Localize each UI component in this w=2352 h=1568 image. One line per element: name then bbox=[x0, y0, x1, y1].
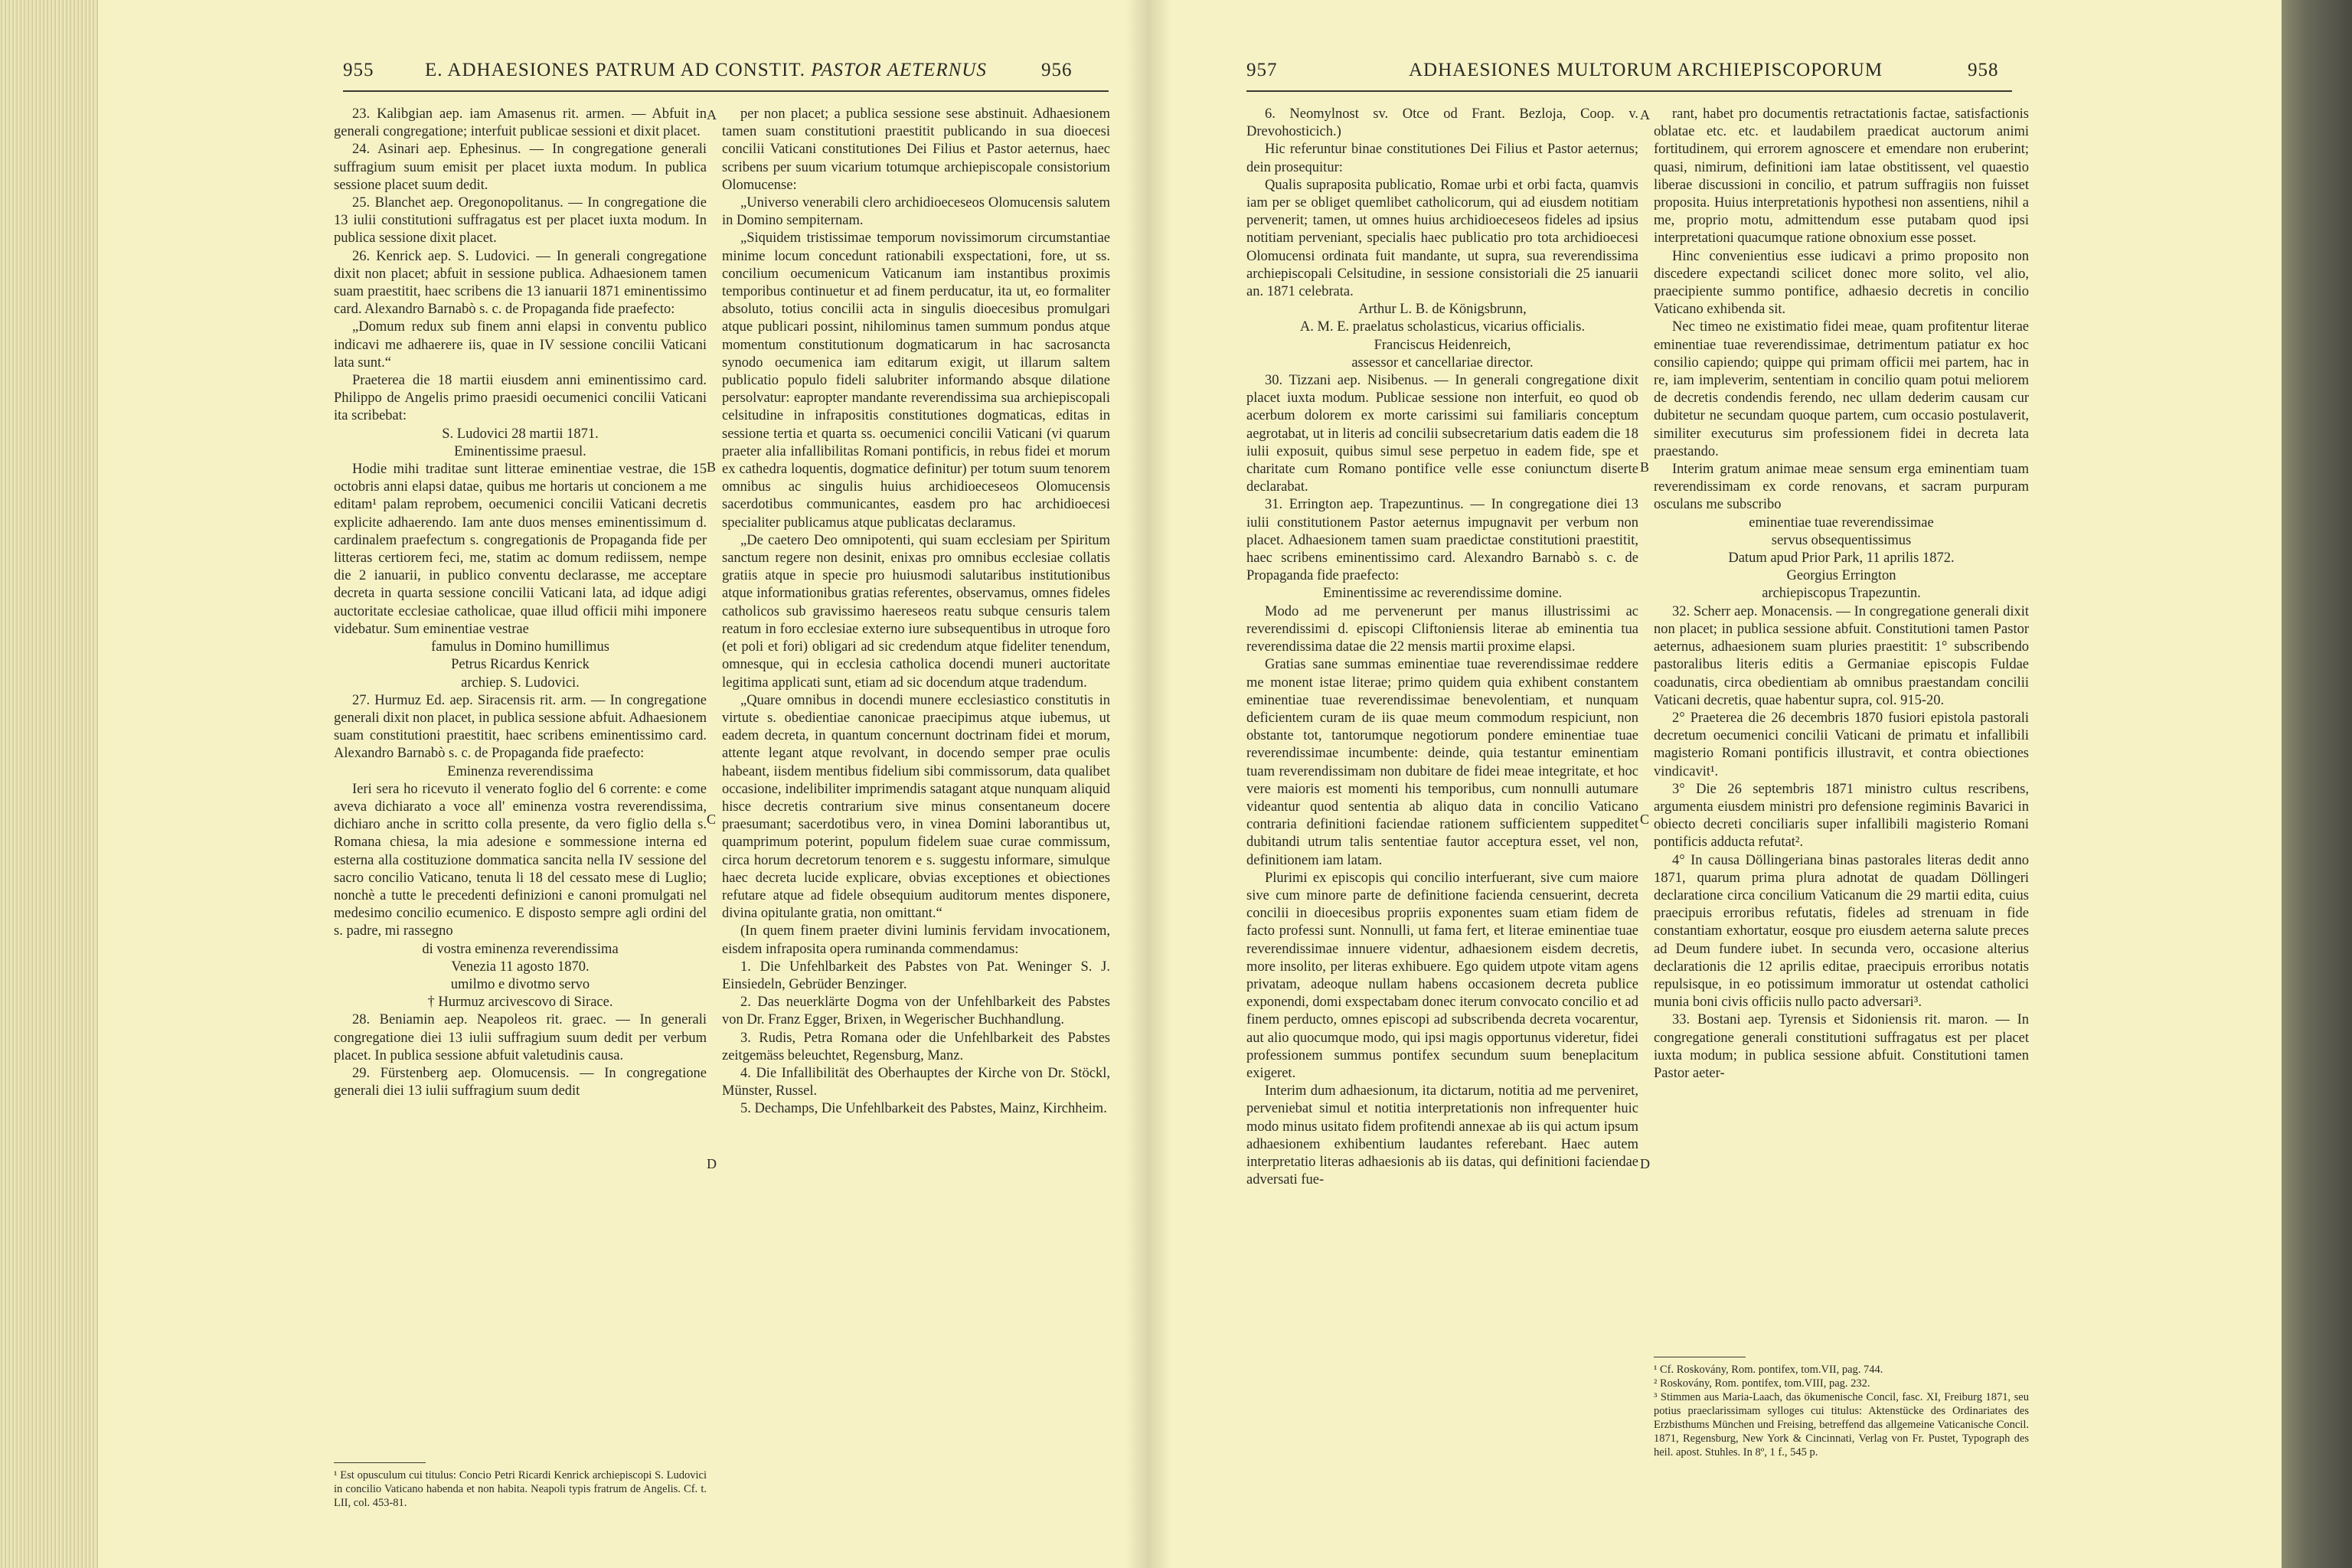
right-page bbox=[1148, 0, 2282, 1568]
paragraph: Petrus Ricardus Kenrick bbox=[451, 657, 590, 673]
paragraph: ² Roskovány, Rom. pontifex, tom.VIII, pag. 232. bbox=[1654, 1377, 1870, 1390]
book-gutter bbox=[1125, 0, 1171, 1568]
paragraph: ³ Stimmen aus Maria-Laach, das ökumenische Concil, fasc. XI, Freiburg 1871, seu potius praeclarissimam sylloges cui titulus: Aktenstücke des Ordinariates des Erzbisthums München und Freising, betreffend das allgemeine Vaticanische Concil. 1871, Regensburg, New York & Cincinnati, Verlag von Fr. Pustet, Typograph des heil. apost. Stuhles. In 8º, 1 f., 545 p. bbox=[1654, 1391, 2029, 1459]
paragraph: † Hurmuz arcivescovo di Sirace. bbox=[427, 995, 613, 1011]
right-column-2 bbox=[1654, 106, 2029, 1083]
margin-letter-a-right: A bbox=[1640, 107, 1650, 122]
left-header-italic: PASTOR AETERNUS bbox=[811, 60, 987, 80]
left-column-1 bbox=[334, 106, 707, 1100]
col-number-957: 957 bbox=[1246, 60, 1278, 80]
paragraph: Eminentissime ac reverendissime domine. bbox=[1322, 586, 1563, 602]
paragraph: Hic referuntur binae constitutiones Dei Filius et Pastor aeternus; dein prosequitur: bbox=[1246, 142, 1638, 175]
paragraph: Eminenza reverendissima bbox=[447, 763, 593, 779]
paragraph: assessor et cancellariae director. bbox=[1351, 354, 1534, 371]
paragraph: per non placet; a publica sessione sese abstinuit. Adhaesionem tamen suam constitutioni praestitit publicando in sua dioecesi concilii Vaticani constitutiones Dei Filius et Pastor aeternus, haec scribens per suum vicarium totumque archiepiscopale consistorium Olomucense: bbox=[722, 106, 1110, 193]
left-header-text: E. ADHAESIONES PATRUM AD CONSTIT. bbox=[425, 60, 805, 80]
paragraph: eminentiae tuae reverendissimae bbox=[1749, 514, 1934, 531]
paragraph: Ieri sera ho ricevuto il venerato foglio del 6 corrente: e come aveva dichiarato a voce all' eminenza vostra reverendissima, dichiaro anche in scritto colla presente, da vero figlio della s. Romana chiesa, la mia adesione e sommessione interna ed esterna alla costituzione dommatica sancita nella IV sessione del sacro concilio Vaticano, tenuta li 18 del cessato mese di Luglio; nonchè a tutte le precedenti definizioni e canoni promulgati nel medesimo concilio ecumenico. E disposto sempre agli ordini del s. padre, mi rassegno bbox=[334, 781, 707, 939]
paragraph: rant, habet pro documentis retractationis factae, satisfactionis oblatae etc. etc. et laudabilem praedicat auctorum animi fortitudinem, qui errorem agnoscere et emendare non eruberint; quasi, nimirum, definitioni iam latae obstitissent, vel quaestio liberae discussioni in concilio, et patrum suffragiis non fuisset proposita. Huius interpretationis hypothesi non assentiens, nihil a me, proprio motu, admittendum esse putabam quod ipsi interpretationi quacumque ratione obnoxium esse posset. bbox=[1654, 106, 2029, 247]
paragraph: A. M. E. praelatus scholasticus, vicarius officialis. bbox=[1299, 319, 1586, 335]
paragraph: 4. Die Infallibilität des Oberhauptes der Kirche von Dr. Stöckl, Münster, Russel. bbox=[722, 1065, 1110, 1099]
paragraph: 32. Scherr aep. Monacensis. — In congregatione generali dixit non placet; in publica sessione abfuit. Constitutioni tamen Pastor aeternus, adhaesionem suam pluries praestitit: 1° subscribendo pastoralibus literis editis a Germaniae episcopis Fuldae coadunatis, circa obedientiam ab omnibus praestandam concilii Vaticani decretis, quae habentur supra, col. 915-20. bbox=[1654, 603, 2029, 708]
paragraph: archiepiscopus Trapezuntin. bbox=[1762, 586, 1921, 602]
header-rule-right bbox=[1246, 90, 2012, 92]
paragraph: 4° In causa Döllingeriana binas pastorales literas dedit anno 1871, quarum prima plura adnotat de quadam Döllingeri declaratione circa concilium Vaticanum die 29 martii edita, cuius praecipuis erroribus refutatis, fideles ad strenuam in fide constantiam exhortatur, eosque pro eiusdem aeterna salute preces ad Deum fundere iubet. In secunda vero, occasione alterius declarationis die 12 aprilis editae, praecipuis erroribus notatis repulsisque, in eo potissimum immoratur ut ostendat catholici munia boni civis officiis nullo pacto adversari³. bbox=[1654, 852, 2029, 1011]
paragraph: 31. Errington aep. Trapezuntinus. — In congregatione diei 13 iulii constitutionem Pastor aeternus impugnavit per verbum non placet. Adhaesionem tamen suam praedictae constitutioni praestitit, haec scribens eminentissimo card. Alexandro Barnabò s. c. de Propaganda fide praefecto: bbox=[1246, 497, 1638, 584]
paragraph: servus obsequentissimus bbox=[1771, 532, 1912, 548]
paragraph: 2° Praeterea die 26 decembris 1870 fusiori epistola pastorali decretum oecumenici concilii Vaticani de primatu et infallibili magisterio Romani pontificis illustravit, et contra obiectiones vindicavit¹. bbox=[1654, 710, 2029, 779]
right-footnotes bbox=[1654, 1363, 2029, 1459]
paragraph: 29. Fürstenberg aep. Olomucensis. — In congregatione generali diei 13 iulii suffragium suum dedit bbox=[334, 1065, 707, 1099]
paragraph: 25. Blanchet aep. Oregonopolitanus. — In congregatione die 13 iulii constitutioni suffragatus est per placet iuxta modum. In publica sessione dixit placet. bbox=[334, 195, 707, 247]
left-column-2 bbox=[722, 106, 1110, 1119]
paragraph: Arthur L. B. de Königsbrunn, bbox=[1358, 302, 1527, 318]
paragraph: Plurimi ex episcopis qui concilio interfuerant, sive cum maiore sive cum minore parte de definitione facienda censuerint, decreta concilii in dioecesibus propriis exponentes suam etiam fidem de facto professi sunt. Nonnulli, ut fama fert, et literae eminentiae tuae reverendissimae innuere videntur, adhaesionem eisdem decretis, more insolito, per literas exhibuere. Ego quidem utpote vitam agens privatam, adeoque nullam habens occasionem decreta publice exponendi, domi exspectabam donec iterum convocato concilio et ad finem perducto, omnes episcopi ad subscribenda decreta vocarentur, aut alio quocumque modo, qui ipsi magis opportunus videretur, fidei professionem summus pontifex secundum suum beneplacitum exigeret. bbox=[1246, 870, 1638, 1081]
paragraph: ¹ Cf. Roskovány, Rom. pontifex, tom.VII, pag. 744. bbox=[1654, 1364, 1883, 1376]
paragraph: 24. Asinari aep. Ephesinus. — In congregatione generali suffragium suum emisit per placet iuxta modum. In publica sessione placet suum dedit. bbox=[334, 142, 707, 193]
col-number-955: 955 bbox=[343, 60, 374, 80]
footnote-text: ¹ Est opusculum cui titulus: Concio Petri Ricardi Kenrick archiepiscopi S. Ludovici in concilio Vaticano habenda et non habita. Neapoli typis fratrum de Angelis. Cf. t. LII, col. 453-81. bbox=[334, 1469, 707, 1509]
col-number-958: 958 bbox=[1968, 60, 1999, 80]
paragraph: Datum apud Prior Park, 11 aprilis 1872. bbox=[1728, 550, 1955, 567]
paragraph: Qualis supraposita publicatio, Romae urbi et orbi facta, quamvis iam per se obliget quemlibet catholicorum, qui ad eiusdem notitiam pervenerit; tamen, ut omnes huius archidioeceseos fideles ad ipsius notitiam perveniant, specialis haec publicatio pro tota archidioecesi Olomucensi ordinata fuit mandante, ut supra, sua reverendissima archiepiscopali Celsitudine, in sessione consistoriali die 25 ianuarii an. 1871 celebrata. bbox=[1246, 177, 1638, 300]
paragraph: Georgius Errington bbox=[1786, 568, 1896, 584]
paragraph: Nec timeo ne existimatio fidei meae, quam profitentur literae eminentiae tuae reverendissimae, detrimentum patiatur ex hoc consilio capiendo; quippe qui primam officii mei partem, hac in re, iam impleverim, sententiam in concilio quam potui meliorem de decretis condendis ferendo, nec ullam dederim causam cur dubitetur ne secundam quoque partem, cum occasio postulaverit, similiter executurus sim professionem fidei in decreta lata praestando. bbox=[1654, 319, 2029, 459]
paragraph: di vostra eminenza reverendissima bbox=[422, 941, 619, 957]
paragraph: famulus in Domino humillimus bbox=[431, 639, 609, 655]
page-edges-left bbox=[0, 0, 98, 1568]
right-running-header: ADHAESIONES MULTORUM ARCHIEPISCOPORUM bbox=[1409, 60, 1883, 80]
paragraph: 3. Rudis, Petra Romana oder die Unfehlbarkeit des Pabstes zeitgemäss beleuchtet, Regensburg, Manz. bbox=[722, 1030, 1110, 1063]
col-number-956: 956 bbox=[1041, 60, 1073, 80]
paragraph: 30. Tizzani aep. Nisibenus. — In generali congregatione dixit placet iuxta modum. Publicae sessione non interfuit, eo quod ob acerbum dolorem ex morte carissimi sui familiaris conceptum aegrotabat, ut in literis ad concilii subsecretarium datis eadem die 18 iulii exposuit, quibus simul sese perpetuo in eadem fide, spe et charitate cum Romano pontifice velle esse coniunctum diserte declarabat. bbox=[1246, 373, 1638, 495]
paragraph: archiep. S. Ludovici. bbox=[461, 675, 580, 691]
footnote-rule bbox=[334, 1462, 426, 1463]
margin-letter-d: D bbox=[707, 1156, 717, 1171]
paragraph: Modo ad me pervenerunt per manus illustrissimi ac reverendissimi d. episcopi Cliftoniensis literae ab eminentia tua reverendissima datae die 22 mensis martii proxime elapsi. bbox=[1246, 603, 1638, 655]
paragraph: 3° Die 26 septembris 1871 ministro cultus rescribens, argumenta eiusdem ministri pro defensione regiminis Bavarici in obiecto decreti conciliaris super infallibili magisterio Romani pontificis adducta refutat². bbox=[1654, 781, 2029, 851]
margin-letter-b: B bbox=[707, 459, 717, 475]
margin-letter-a: A bbox=[707, 107, 717, 122]
paragraph: „Domum redux sub finem anni elapsi in conventu publico indicavi me adhaerere iis, quae in IV sessione concilii Vaticani lata sunt.“ bbox=[334, 319, 707, 371]
paragraph: S. Ludovici 28 martii 1871. bbox=[442, 426, 599, 442]
paragraph: (In quem finem praeter divini luminis fervidam invocationem, eisdem infraposita opera ruminanda commendamus: bbox=[722, 923, 1110, 957]
paragraph: Venezia 11 agosto 1870. bbox=[451, 959, 590, 975]
header-rule bbox=[343, 90, 1109, 92]
paragraph: „Siquidem tristissimae temporum novissimorum circumstantiae minime locum concedunt rationabili exspectationi, fore, ut ss. concilium oecumenicum Vaticanum iam instantibus proximis temporibus continuetur et ad finem perducatur, ita ut, eo formaliter absoluto, totius concilii acta in singulis dioecesibus promulgari atque publicari possint, nihilominus tamen summum pondus atque momentum constitutionum dogmaticarum in hac sacrosancta synodo oecumenica iam editarum exigit, ut illarum saltem publicatio populo fideli salubriter informando absque dilatione persolvatur: eapropter mandante reverendissima sua archiepiscopali celsitudine in infrapositis constitutiones dogmaticas, editas in sessione tertia et quarta ss. oecumenici concilii Vaticani (vi quarum praeter alia infallibilitas Romani pontificis, in rebus fidei et morum ex cathedra loquentis, dogmatice definitur) per totum suum tenorem omnibus ac singulis huius archidioeceseos Olomucensis sacerdotibus communicantes, easdem pro hac archidioecesi specialiter publicamus atque publicatas declaramus. bbox=[722, 230, 1110, 531]
paragraph: „De caetero Deo omnipotenti, qui suam ecclesiam per Spiritum sanctum regere non desinit, enixas pro omnibus ecclesiae collatis gratiis atque in specie pro huiusmodi salutaribus institutionibus atque informationibus gratias referentes, observamus, omnes fideles catholicos sub gravissimo haereseos reatu subque censuris talem reatum in foro ecclesiae externo iure subsequentibus in utroque foro (et poli et fori) obligari ad sic credendum atque fideliter tenendum, omnesque, qui in ecclesia catholica docendi muneri auctoritate legitima applicati sunt, etiam ad sic docendum atque tradendum. bbox=[722, 532, 1110, 691]
paragraph: Hodie mihi traditae sunt litterae eminentiae vestrae, die 15 octobris anni elapsi datae, quibus me hortaris ut concionem a me editam¹ palam reprobem, oecumenici concilii Vaticani decretis explicite adhaerendo. Iam ante duos menses eminentissimum d. cardinalem praefectum s. congregationis de Propaganda fide per litteras certiorem feci, me, statim ac domum rediissem, nempe die 2 ianuarii, in publico conventu declarasse, me acceptare decreta in quarta sessione concilii Vaticani lata, ad idque adigi auctoritate ecclesiae catholicae, quae illud officii mihi imponere videbatur. Sum eminentiae vestrae bbox=[334, 462, 707, 637]
right-column-1 bbox=[1246, 106, 1638, 1189]
left-footnote bbox=[334, 1468, 707, 1510]
page-edges-right bbox=[2282, 0, 2352, 1568]
paragraph: Franciscus Heidenreich, bbox=[1374, 337, 1511, 353]
paragraph: 23. Kalibgian aep. iam Amasenus rit. armen. — Abfuit in generali congregatione; interfuit publicae sessioni et dixit placet. bbox=[334, 106, 707, 140]
paragraph: Hinc convenientius esse iudicavi a primo proposito non discedere expectandi scilicet donec more solito, vel alio, praecipiente summo pontifice, adhaesio decretis in concilio Vaticano exhibenda sit. bbox=[1654, 248, 2029, 318]
paragraph: 28. Beniamin aep. Neapoleos rit. graec. — In generali congregatione diei 13 iulii suffragium suum dedit per verbum placet. In publica sessione abfuit valetudinis causa. bbox=[334, 1012, 707, 1063]
margin-letter-b-right: B bbox=[1640, 459, 1650, 475]
paragraph: „Universo venerabili clero archidioeceseos Olomucensis salutem in Domino sempiternam. bbox=[722, 195, 1110, 229]
paragraph: 27. Hurmuz Ed. aep. Siracensis rit. arm. — In congregatione generali dixit non placet, in publica sessione abfuit. Adhaesionem suam constitutioni praestitit, haec scribens eminentissimo card. Alexandro Barnabò s. c. de Propaganda fide praefecto: bbox=[334, 692, 707, 762]
paragraph: 6. Neomylnost sv. Otce od Frant. Bezloja, Coop. v. Drevohosticich.) bbox=[1246, 106, 1638, 140]
paragraph: 1. Die Unfehlbarkeit des Pabstes von Pat. Weninger S. J. Einsiedeln, Gebrüder Benzinger. bbox=[722, 959, 1110, 992]
paragraph: Eminentissime praesul. bbox=[454, 443, 586, 459]
left-running-header bbox=[425, 60, 987, 81]
paragraph: umilmo e divotmo servo bbox=[450, 976, 590, 992]
margin-letter-d-right: D bbox=[1640, 1156, 1650, 1171]
paragraph: 2. Das neuerklärte Dogma von der Unfehlbarkeit des Pabstes von Dr. Franz Egger, Brixen, in Wegerischer Buchhandlung. bbox=[722, 995, 1110, 1028]
paragraph: 5. Dechamps, Die Unfehlbarkeit des Pabstes, Mainz, Kirchheim. bbox=[740, 1101, 1107, 1117]
paragraph: 26. Kenrick aep. S. Ludovici. — In generali congregatione dixit non placet; abfuit in sessione publica. Adhaesionem tamen suam praestitit, haec scribens die 13 ianuarii 1871 eminentissimo card. Alexandro Barnabò s. c. de Propaganda fide praefecto: bbox=[334, 248, 707, 318]
paragraph: Praeterea die 18 martii eiusdem anni eminentissimo card. Philippo de Angelis primo praesidi oecumenici concilii Vaticani ita scribebat: bbox=[334, 373, 707, 424]
paragraph: 33. Bostani aep. Tyrensis et Sidoniensis rit. maron. — In congregatione generali constitutioni suffragatus est per placet iuxta modum; in publica sessione abfuit. Constitutioni tamen Pastor aeter- bbox=[1654, 1012, 2029, 1081]
margin-letter-c-right: C bbox=[1640, 812, 1650, 827]
paragraph: Interim gratum animae meae sensum erga eminentiam tuam reverendissimam ex corde renovans, et sacram purpuram osculans me subscribo bbox=[1654, 462, 2029, 513]
margin-letter-c: C bbox=[707, 812, 717, 827]
paragraph: „Quare omnibus in docendi munere ecclesiastico constitutis in virtute s. obedientiae canonicae praecipimus atque iubemus, ut eadem decreta, in quantum concernunt doctrinam fidei et morum, attente legant atque revolvant, in docendo semper prae oculis habeant, iisdem mentibus fidelium sibi commissorum, data qualibet occasione, indelibiliter imprimendis satagant atque nunquam aliquid hisce decretis contrarium sive minus consentaneum docere praesumant; sacerdotibus vero, in vinea Domini laborantibus ut, quamprimum poterint, populum fidelem suae curae commissum, circa horum decretorum tenorem e s. suggestu informare, simulque haec decreta lucide explicare, obvias exceptiones et obiectiones refutare atque ad fidele obsequium auditorum mentes disponere, divina opitulante gratia, non omittant.“ bbox=[722, 692, 1110, 922]
left-page bbox=[98, 0, 1148, 1568]
paragraph: Gratias sane summas eminentiae tuae reverendissimae reddere me monent istae literae; primo quidem quia exhibent constantem eminentiae tuae reverendissimae benevolentiam, et nunquam deficientem curam de iis quae meum commodum respiciunt, non obstante tot, tantorumque negotiorum pondere eminentiae tuae reverendissimae incumbente: deinde, quia testantur eminentiam tuam reverendissimam non dubitare de fidei meae integritate, et hoc vere maioris est momenti his temporibus, cum nonnulli autumare videantur quod sententia ab aliquo data in concilio Vaticano contraria definitioni faciendae rationem sufficientem suppeditet dubitandi utrum talis sententiae fautor acceptura esset, vel non, definitionem iam latam. bbox=[1246, 657, 1638, 868]
paragraph: Interim dum adhaesionum, ita dictarum, notitia ad me perveniret, perveniebat simul et notitia interpretationis non infrequenter huic modo minus usitato fidem profitendi annexae ab iis qui actum ipsum adhaesionem exhibentium laudantes referebant. Haec autem interpretatio literas adhaesionis ab iis datas, qui definitioni faciendae adversati fue- bbox=[1246, 1083, 1638, 1188]
